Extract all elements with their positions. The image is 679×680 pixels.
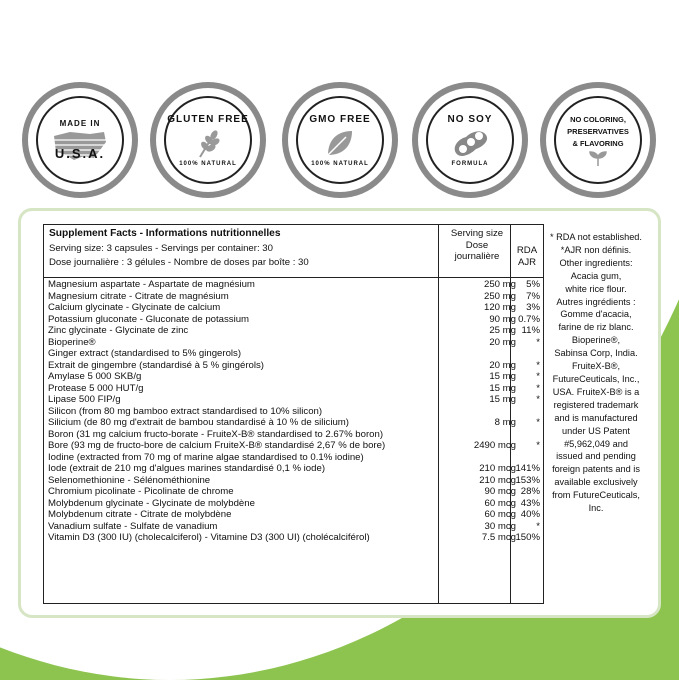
footnote-line: registered trademark (553, 399, 639, 410)
ingredient-dose: 90 mg (489, 313, 516, 325)
footnote-line: Acacia gum, (570, 270, 622, 281)
table-row (44, 325, 543, 337)
col-journaliere: journalière (454, 251, 500, 262)
ingredient-name: Silicium (de 80 mg d'extrait de bambou standardisé à 10 % de silicium) (48, 417, 349, 428)
badge-no-soy: NO SOY (447, 113, 493, 125)
ingredient-name: Potassium gluconate - Gluconate de potassium (48, 313, 250, 325)
table-row (44, 383, 543, 395)
wheat-icon (190, 125, 226, 161)
footnote-line: Other ingredients: (559, 257, 633, 268)
table-row (44, 279, 543, 291)
ingredient-dose: 8 mg (494, 417, 516, 428)
ingredient-name: Ginger extract (standardised to 5% gingerols) (48, 348, 242, 359)
ingredient-rda: 7% (526, 290, 540, 302)
ingredient-name: Vanadium sulfate - Sulfate de vanadium (48, 520, 218, 532)
footnote-line: Inc. (588, 503, 604, 514)
ingredient-name: Magnesium citrate - Citrate de magnésium (48, 290, 229, 302)
ingredient-name: Bioperine® (48, 336, 96, 348)
ingredient-dose: 20 mg (489, 336, 516, 348)
ingredient-name: Selenomethionine - Sélénométhionine (48, 474, 211, 486)
badge-no-coloring: NO COLORING, (570, 115, 626, 124)
ingredient-rda: * (536, 371, 540, 382)
ingredient-name: Silicon (from 80 mg bamboo extract standardised to 10% silicon) (48, 405, 323, 417)
ingredient-name: Molybdenum glycinate - Glycinate de molybdène (48, 497, 255, 509)
table-row (44, 417, 543, 429)
ingredient-name: Extrait de gingembre (standardisé à 5 % gingérols) (48, 359, 264, 371)
footnote-line: #5,962,049 and (564, 438, 628, 449)
gmo-free-badge (282, 82, 398, 198)
badge-usa: U.S.A. (54, 146, 106, 161)
ingredient-rda: 28% (520, 486, 540, 497)
no-soy-badge (412, 82, 528, 198)
no-coloring-badge (540, 82, 656, 198)
ingredient-dose: 90 mcg (484, 486, 516, 497)
col-ajr: AJR (517, 256, 537, 268)
col-dose: Dose (465, 239, 489, 251)
table-row (44, 429, 543, 441)
ingredient-name: Amylase 5 000 SKB/g (48, 371, 142, 382)
table-row (44, 394, 543, 406)
ingredient-rda: * (536, 394, 540, 405)
ingredient-name: Iode (extrait de 210 mg d'algues marines standardisé 0,1 % iode) (48, 463, 326, 474)
table-row (44, 521, 543, 533)
serving-line: Serving size: 3 capsules - Servings per container: 30 (49, 243, 273, 254)
footnote-line: from FutureCeuticals, (552, 490, 640, 501)
badge-made-in: MADE IN (59, 119, 101, 128)
footnote-line: and is manufactured (554, 412, 638, 423)
table-row (44, 475, 543, 487)
ingredient-dose: 120 mg (484, 302, 516, 313)
ingredient-dose: 250 mg (484, 279, 516, 290)
ingredient-dose: 210 mcg (479, 474, 516, 486)
ingredient-rda: * (536, 359, 540, 371)
ingredient-rda: * (536, 520, 540, 532)
ingredient-name: Calcium glycinate - Glycinate de calcium (48, 302, 221, 313)
gluten-free-badge (150, 82, 266, 198)
facts-rows (44, 279, 543, 544)
ingredient-rda: 150% (515, 532, 540, 543)
rda-header (510, 245, 544, 268)
soybean-icon (450, 125, 490, 161)
ingredient-dose: 15 mg (489, 394, 516, 405)
table-row (44, 348, 543, 360)
col-serving-size: Serving size (450, 228, 504, 239)
table-row (44, 302, 543, 314)
ingredient-name: Zinc glycinate - Glycinate de zinc (48, 325, 189, 336)
ingredient-dose: 20 mg (489, 359, 516, 371)
footnote-line: Gomme d'acacia, (560, 309, 632, 320)
footnote-line: Sabinsa Corp, India. (554, 348, 638, 359)
ingredient-rda: 5% (526, 279, 540, 290)
ingredient-dose: 15 mg (489, 382, 516, 394)
ingredient-dose: 2490 mcg (473, 440, 516, 451)
ingredient-rda: 153% (515, 474, 540, 486)
badge-formula: FORMULA (451, 160, 489, 167)
facts-table (43, 224, 544, 604)
table-row (44, 360, 543, 372)
table-row (44, 452, 543, 464)
table-row (44, 532, 543, 544)
ingredient-rda: * (536, 382, 540, 394)
ingredient-dose: 250 mg (484, 290, 516, 302)
footnote-line: * RDA not established. (550, 232, 642, 242)
ingredient-rda: 3% (526, 302, 540, 313)
table-row (44, 291, 543, 303)
table-row (44, 463, 543, 475)
footnote-line: FutureCeuticals, Inc., (552, 373, 640, 384)
footnotes (541, 231, 651, 515)
ingredient-rda: * (536, 440, 540, 451)
footnote-line: Autres ingrédients : (556, 296, 636, 307)
table-row (44, 337, 543, 349)
table-row (44, 498, 543, 510)
badge-preservatives: PRESERVATIVES (567, 127, 629, 136)
ingredient-rda: 43% (520, 497, 540, 509)
made-in-usa-badge (22, 82, 138, 198)
badge-natural-2: 100% NATURAL (311, 160, 369, 167)
ingredient-rda: * (536, 336, 540, 348)
supplement-facts-panel (18, 208, 661, 618)
footnote-line: foreign patents and is (552, 464, 640, 475)
ingredient-dose: 30 mcg (484, 520, 516, 532)
sprout-icon (586, 150, 610, 166)
ingredient-name: Iodine (extracted from 70 mg of marine algae standardised to 0.1% iodine) (48, 451, 364, 463)
dose-line: Dose journalière : 3 gélules - Nombre de doses par boîte : 30 (49, 257, 309, 268)
ingredient-rda: 141% (515, 463, 540, 474)
facts-header (44, 225, 543, 278)
ingredient-name: Bore (93 mg de fructo-bore de calcium FruiteX-B® standardisé 2,67 % de bore) (48, 440, 386, 451)
ingredient-name: Chromium picolinate - Picolinate de chrome (48, 486, 234, 497)
footnote-line: USA. FruiteX-B® is a (552, 386, 640, 397)
ingredient-name: Molybdenum citrate - Citrate de molybdène (48, 509, 232, 520)
badge-gmo-free: GMO FREE (309, 113, 371, 125)
footnote-line: *AJR non définis. (560, 244, 632, 255)
ingredient-name: Magnesium aspartate - Aspartate de magnésium (48, 279, 255, 290)
badge-flavoring: & FLAVORING (572, 139, 624, 148)
badge-gluten-free: GLUTEN FREE (167, 113, 249, 125)
footnote-line: under US Patent (562, 425, 630, 436)
ingredient-rda: * (536, 417, 540, 428)
ingredient-name: Boron (31 mg calcium fructo-borate - FruiteX-B® standardised to 2.67% boron) (48, 428, 384, 440)
footnote-line: FruiteX-B®, (571, 361, 621, 372)
table-row (44, 509, 543, 521)
ingredient-dose: 60 mcg (484, 497, 516, 509)
footnote-line: Bioperine®, (571, 335, 621, 346)
ingredient-rda: 0.7% (518, 313, 540, 325)
ingredient-dose: 60 mcg (484, 509, 516, 520)
badge-natural: 100% NATURAL (179, 160, 237, 167)
table-row (44, 314, 543, 326)
table-row (44, 440, 543, 452)
ingredient-dose: 7.5 mcg (481, 532, 516, 543)
facts-title: Supplement Facts - Informations nutritionnelles (49, 228, 281, 239)
footnote-line: white rice flour. (565, 283, 627, 294)
ingredient-dose: 15 mg (489, 371, 516, 382)
ingredient-rda: 40% (520, 509, 540, 520)
ingredient-dose: 210 mcg (479, 463, 516, 474)
footnote-line: issued and pending (556, 451, 636, 462)
badge-row (0, 0, 679, 200)
ingredient-dose: 25 mg (489, 325, 516, 336)
ingredient-rda: 11% (521, 325, 540, 336)
ingredient-name: Protease 5 000 HUT/g (48, 382, 144, 394)
ingredient-name: Vitamin D3 (300 IU) (cholecalciferol) - Vitamine D3 (300 UI) (cholécalciférol) (48, 532, 370, 543)
table-row (44, 486, 543, 498)
ingredient-name: Lipase 500 FIP/g (48, 394, 121, 405)
serving-size-header (440, 228, 514, 263)
table-row (44, 371, 543, 383)
footnote-line: farine de riz blanc. (558, 322, 634, 333)
leaf-icon (322, 125, 358, 161)
footnote-line: available exclusively (554, 477, 638, 488)
col-rda: RDA (516, 245, 538, 256)
table-row (44, 406, 543, 418)
